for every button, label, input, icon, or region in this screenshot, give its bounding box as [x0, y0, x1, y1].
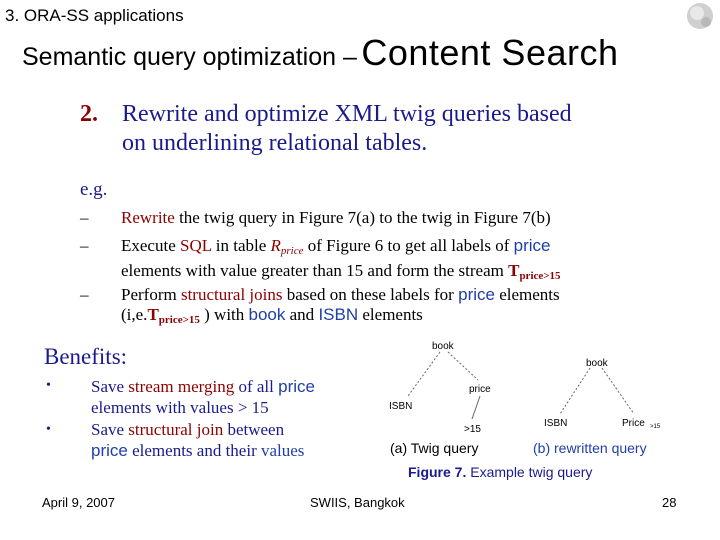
bullet-2-pre: Execute	[121, 236, 180, 255]
benefit-2-post: between	[223, 420, 285, 439]
node-price-a: price	[469, 384, 491, 395]
bullet-2-line-1	[121, 236, 661, 261]
benefit-dot-1: •	[46, 378, 51, 393]
edge-book-price	[448, 352, 478, 380]
caption-b: (b) rewritten query	[533, 440, 647, 456]
dash-3: –	[80, 285, 89, 304]
benefit-1	[91, 376, 366, 418]
bullet-3-red: structural joins	[180, 285, 283, 304]
benefit-dot-2: •	[46, 422, 51, 437]
title-prefix: Semantic query optimization –	[22, 43, 357, 71]
bullet-2-price: price	[513, 236, 551, 255]
bullet-2-line2a: elements with value greater than 15 and form the stream	[121, 261, 509, 280]
point-number: 2.	[80, 101, 98, 127]
edge-book-price-b	[602, 368, 634, 414]
figure-caption-text: Example twig query	[466, 464, 593, 480]
footer-date: April 9, 2007	[42, 495, 115, 510]
bullet-3-price: price	[458, 285, 495, 304]
bullet-3-line2b: ) with	[199, 305, 249, 324]
bullet-3-end: elements	[358, 305, 423, 324]
point-line-1: Rewrite and optimize XML twig queries based	[122, 101, 572, 127]
section-title: 3. ORA-SS applications	[5, 6, 184, 25]
r-var-letter: R	[270, 236, 281, 255]
node-isbn-b: ISBN	[544, 418, 568, 429]
r-var	[271, 236, 304, 255]
bullet-3-mid: based on these labels for	[282, 285, 459, 304]
r-var-sub: price	[280, 245, 304, 257]
bullet-2-line-2	[121, 261, 661, 286]
t-var-letter-2: T	[147, 305, 159, 324]
benefit-2-red: structural join	[128, 420, 224, 439]
page-number: 28	[662, 495, 677, 510]
benefit-2-pre: Save	[91, 420, 129, 439]
benefit-2-line-2	[91, 440, 366, 461]
twig-diagram	[380, 336, 680, 436]
eg-label: e.g.	[80, 179, 108, 200]
bullet-3-isbn: ISBN	[318, 305, 359, 324]
bullet-3-and: and	[285, 305, 319, 324]
bullet-3-line-1	[121, 285, 661, 305]
dash-1: –	[80, 208, 89, 227]
point-line-2: on underlining relational tables.	[122, 130, 428, 156]
benefit-1-mid: of all	[234, 377, 279, 396]
title-main: Content Search	[361, 32, 619, 73]
benefits-heading: Benefits:	[44, 344, 128, 369]
benefit-2-mid: elements and their	[127, 441, 261, 460]
edge-book-isbn	[408, 352, 440, 396]
benefit-2-line-1	[91, 419, 366, 440]
edge-price-value	[472, 396, 480, 419]
twig-figure	[380, 336, 680, 441]
bullet-1-rest: the twig query in Figure 7(a) to the twig in Figure 7(b)	[174, 208, 551, 227]
bullet-3-pre: Perform	[121, 285, 181, 304]
bullet-2-mid2: of Figure 6 to get all labels of	[303, 236, 514, 255]
figure-caption-bold: Figure 7.	[408, 464, 467, 480]
footer-center: SWIIS, Bangkok	[310, 495, 405, 510]
bullet-1-red: Rewrite	[121, 208, 175, 227]
node-price-b: Price	[622, 418, 645, 429]
figure-caption	[408, 464, 592, 480]
benefit-1-red: stream merging	[128, 377, 235, 396]
bullet-3-line2a: (i,e.	[121, 305, 148, 324]
twig-b	[544, 358, 661, 430]
slide-title	[22, 32, 619, 74]
bullet-2	[121, 236, 661, 286]
bullet-3	[121, 285, 661, 330]
logo-icon	[676, 0, 720, 45]
bullet-2-sql: SQL	[180, 236, 212, 255]
t-stream	[508, 261, 560, 280]
bullet-2-mid: in table	[211, 236, 271, 255]
node-price-sub-b: >15	[650, 424, 661, 430]
t-stream-2	[147, 305, 199, 324]
node-isbn-a: ISBN	[389, 401, 413, 412]
edge-book-isbn-b	[560, 368, 590, 414]
t-var-sub-2: price>15	[158, 314, 200, 326]
bullet-3-line-2	[121, 305, 661, 330]
t-var-letter: T	[508, 261, 520, 280]
caption-a: (a) Twig query	[390, 440, 479, 456]
twig-a	[389, 341, 491, 435]
bullet-3-post: elements	[494, 285, 560, 304]
node-gt15-a: >15	[464, 424, 481, 435]
bullet-3-book: book	[248, 305, 286, 324]
benefit-2-values: values	[260, 441, 305, 460]
node-book-a: book	[432, 341, 454, 352]
benefit-2	[91, 419, 366, 461]
benefit-1-price: price	[278, 377, 315, 396]
bullet-1	[121, 208, 661, 228]
benefit-2-price: price	[91, 441, 128, 460]
benefit-1-line-1	[91, 376, 366, 397]
point-text	[122, 100, 682, 158]
dash-2: –	[80, 236, 89, 255]
benefit-1-line-2: elements with values > 15	[91, 398, 269, 417]
node-book-b: book	[586, 358, 608, 369]
benefit-1-pre: Save	[91, 377, 129, 396]
t-var-sub: price>15	[519, 270, 561, 282]
